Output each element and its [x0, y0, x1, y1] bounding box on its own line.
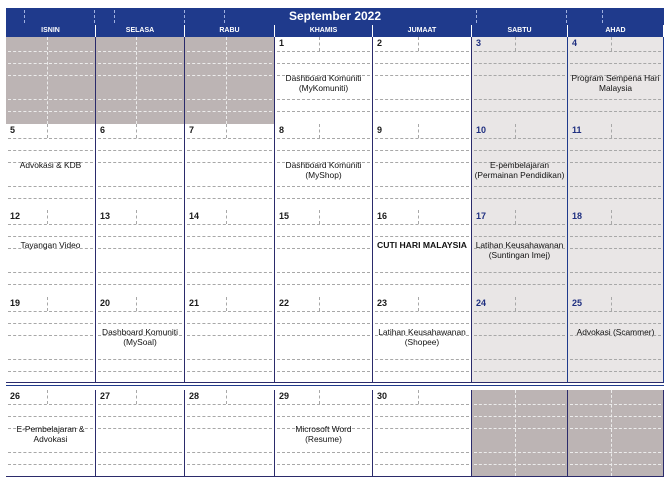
cell-guide-line [277, 248, 370, 249]
day-cell [275, 37, 373, 125]
event-label: E-Pembelajaran & Advokasi [16, 424, 85, 444]
cell-guide-line [474, 236, 565, 237]
cell-guide-divider [515, 37, 516, 51]
cell-guide-divider [136, 390, 137, 404]
cell-guide-line [187, 236, 272, 237]
day-number: 26 [10, 391, 21, 401]
cell-guide-line [277, 63, 370, 64]
cell-guide-line [187, 150, 272, 151]
cell-guide-divider [319, 390, 320, 404]
event-label: E-pembelajaran (Permainan Pendidikan) [474, 160, 565, 180]
cell-guide-line [8, 335, 93, 336]
cell-guide-line [8, 272, 93, 273]
cell-guide-line [187, 335, 272, 336]
cell-guide-line [277, 224, 370, 225]
cell-guide-line [375, 51, 469, 52]
cell-guide-divider [136, 124, 137, 138]
cell-guide-line [98, 416, 182, 417]
day-cell [568, 210, 664, 298]
day-number: 30 [377, 391, 388, 401]
cell-guide-line [8, 224, 93, 225]
title-divider [24, 10, 25, 23]
weekday-header: JUMAAT [373, 25, 472, 37]
cell-guide-line [375, 464, 469, 465]
calendar-title: September 2022 [288, 9, 382, 23]
cell-guide-line [570, 138, 661, 139]
day-cell [373, 37, 472, 125]
cell-guide-line [570, 63, 661, 64]
cell-guide-line [375, 416, 469, 417]
cell-guide-line [277, 464, 370, 465]
event-label: Microsoft Word (Resume) [295, 424, 352, 444]
cell-guide-divider [226, 124, 227, 138]
cell-guide-line [375, 311, 469, 312]
day-number: 23 [377, 298, 388, 308]
cell-guide-line [277, 416, 370, 417]
day-cell [6, 124, 96, 211]
weekday-header: ISNIN [6, 25, 96, 37]
cell-guide-line [570, 284, 661, 285]
cell-guide-line [474, 51, 565, 52]
day-cell [568, 124, 664, 211]
cell-guide-line [8, 63, 93, 64]
cell-guide-line [98, 138, 182, 139]
cell-guide-line [474, 323, 565, 324]
event-label: Latihan Keusahawanan (Shopee) [378, 327, 466, 347]
day-number: 15 [279, 211, 290, 221]
day-number: 19 [10, 298, 21, 308]
cell-guide-line [570, 236, 661, 237]
cell-guide-line [474, 75, 565, 76]
day-number: 7 [189, 125, 195, 135]
cell-guide-line [98, 248, 182, 249]
cell-guide-line [187, 416, 272, 417]
cell-guide-divider [515, 124, 516, 138]
cell-guide-divider [515, 210, 516, 224]
week-separator [6, 385, 664, 389]
cell-guide-line [187, 111, 272, 112]
cell-guide-line [98, 51, 182, 52]
cell-guide-line [8, 111, 93, 112]
cell-guide-divider [226, 210, 227, 224]
empty-day-cell [472, 390, 568, 477]
day-number: 28 [189, 391, 200, 401]
cell-guide-line [8, 51, 93, 52]
day-number: 22 [279, 298, 290, 308]
cell-guide-divider [418, 390, 419, 404]
cell-guide-line [277, 284, 370, 285]
cell-guide-line [98, 464, 182, 465]
cell-guide-line [8, 138, 93, 139]
day-cell [472, 124, 568, 211]
empty-day-cell [568, 390, 664, 477]
cell-guide-line [277, 111, 370, 112]
day-number: 6 [100, 125, 106, 135]
cell-guide-line [375, 186, 469, 187]
cell-guide-divider [611, 124, 612, 138]
cell-guide-line [474, 311, 565, 312]
day-number: 16 [377, 211, 388, 221]
cell-guide-line [375, 323, 469, 324]
day-number: 17 [476, 211, 487, 221]
cell-guide-divider [136, 37, 137, 124]
cell-guide-line [570, 224, 661, 225]
cell-guide-line [277, 150, 370, 151]
day-number: 25 [572, 298, 583, 308]
cell-guide-divider [319, 37, 320, 51]
day-number: 24 [476, 298, 487, 308]
cell-guide-divider [418, 210, 419, 224]
cell-guide-line [187, 311, 272, 312]
cell-guide-line [277, 51, 370, 52]
cell-guide-line [187, 99, 272, 100]
day-number: 13 [100, 211, 111, 221]
weekday-header: KHAMIS [275, 25, 373, 37]
cell-guide-line [187, 404, 272, 405]
cell-guide-line [8, 464, 93, 465]
day-cell [568, 37, 664, 125]
event-label: Tayangan Video [20, 240, 81, 250]
cell-guide-line [474, 63, 565, 64]
cell-guide-line [98, 272, 182, 273]
cell-guide-divider [418, 124, 419, 138]
cell-guide-line [570, 99, 661, 100]
cell-guide-divider [319, 124, 320, 138]
cell-guide-line [570, 464, 661, 465]
cell-guide-divider [418, 37, 419, 51]
day-cell [185, 124, 275, 211]
cell-guide-divider [418, 297, 419, 311]
cell-guide-line [474, 464, 565, 465]
cell-guide-line [277, 323, 370, 324]
day-cell [96, 390, 185, 477]
cell-guide-line [98, 224, 182, 225]
cell-guide-divider [47, 390, 48, 404]
cell-guide-line [277, 236, 370, 237]
cell-guide-line [474, 150, 565, 151]
day-cell [373, 210, 472, 298]
cell-guide-line [8, 452, 93, 453]
cell-guide-line [570, 416, 661, 417]
cell-guide-line [474, 186, 565, 187]
day-cell [185, 297, 275, 383]
cell-guide-line [277, 198, 370, 199]
day-number: 5 [10, 125, 16, 135]
cell-guide-divider [226, 37, 227, 124]
cell-guide-line [8, 198, 93, 199]
cell-guide-line [375, 111, 469, 112]
cell-guide-line [8, 150, 93, 151]
cell-guide-line [187, 51, 272, 52]
cell-guide-line [187, 162, 272, 163]
day-cell [275, 124, 373, 211]
cell-guide-line [187, 428, 272, 429]
cell-guide-line [277, 371, 370, 372]
cell-guide-line [98, 75, 182, 76]
cell-guide-line [8, 75, 93, 76]
cell-guide-line [98, 404, 182, 405]
cell-guide-line [187, 323, 272, 324]
cell-guide-line [570, 150, 661, 151]
cell-guide-line [570, 371, 661, 372]
cell-guide-line [98, 111, 182, 112]
cell-guide-line [98, 428, 182, 429]
cell-guide-line [474, 452, 565, 453]
day-number: 10 [476, 125, 487, 135]
cell-guide-divider [611, 297, 612, 311]
weekday-header: SABTU [472, 25, 568, 37]
day-cell [275, 390, 373, 477]
day-cell [185, 390, 275, 477]
empty-day-cell [6, 37, 96, 125]
day-number: 9 [377, 125, 383, 135]
cell-guide-line [187, 284, 272, 285]
cell-guide-line [98, 150, 182, 151]
day-number: 29 [279, 391, 290, 401]
cell-guide-line [474, 198, 565, 199]
day-cell [472, 37, 568, 125]
cell-guide-line [98, 323, 182, 324]
cell-guide-line [8, 359, 93, 360]
event-label: Dashboard Komuniti (MyKomuniti) [285, 73, 362, 93]
cell-guide-divider [47, 124, 48, 138]
cell-guide-line [375, 63, 469, 64]
cell-guide-line [570, 323, 661, 324]
calendar-title-bar [6, 8, 664, 25]
cell-guide-divider [611, 210, 612, 224]
cell-guide-line [375, 236, 469, 237]
cell-guide-divider [47, 210, 48, 224]
day-number: 11 [572, 125, 582, 135]
title-divider [184, 10, 185, 23]
cell-guide-line [98, 452, 182, 453]
cell-guide-line [375, 371, 469, 372]
cell-guide-divider [611, 390, 612, 476]
day-number: 27 [100, 391, 111, 401]
cell-guide-line [375, 75, 469, 76]
cell-guide-divider [136, 297, 137, 311]
cell-guide-line [570, 272, 661, 273]
cell-guide-line [187, 198, 272, 199]
cell-guide-line [375, 198, 469, 199]
cell-guide-line [98, 311, 182, 312]
cell-guide-line [187, 75, 272, 76]
cell-guide-line [474, 272, 565, 273]
day-cell [185, 210, 275, 298]
cell-guide-line [277, 359, 370, 360]
day-number: 20 [100, 298, 111, 308]
cell-guide-divider [515, 297, 516, 311]
event-label: Advokasi (Scammer) [576, 327, 655, 337]
cell-guide-divider [226, 390, 227, 404]
cell-guide-line [570, 111, 661, 112]
title-divider [566, 10, 567, 23]
cell-guide-line [187, 371, 272, 372]
cell-guide-line [375, 428, 469, 429]
cell-guide-line [570, 51, 661, 52]
cell-guide-divider [515, 390, 516, 476]
title-divider [224, 10, 225, 23]
cell-guide-line [375, 284, 469, 285]
cell-guide-line [8, 236, 93, 237]
event-label: Advokasi & KDB [19, 160, 82, 170]
cell-guide-line [8, 99, 93, 100]
day-cell [96, 297, 185, 383]
cell-guide-line [277, 404, 370, 405]
cell-guide-line [187, 63, 272, 64]
day-cell [275, 210, 373, 298]
cell-guide-line [474, 371, 565, 372]
day-cell [373, 124, 472, 211]
cell-guide-divider [611, 37, 612, 51]
cell-guide-line [474, 416, 565, 417]
title-divider [94, 10, 95, 23]
cell-guide-line [8, 186, 93, 187]
cell-guide-line [474, 359, 565, 360]
day-cell [373, 390, 472, 477]
day-cell [6, 297, 96, 383]
cell-guide-line [187, 248, 272, 249]
cell-guide-line [98, 371, 182, 372]
cell-guide-line [375, 359, 469, 360]
cell-guide-line [187, 138, 272, 139]
cell-guide-line [570, 311, 661, 312]
title-divider [476, 10, 477, 23]
day-number: 3 [476, 38, 482, 48]
cell-guide-line [375, 404, 469, 405]
cell-guide-line [474, 404, 565, 405]
cell-guide-line [8, 311, 93, 312]
cell-guide-line [570, 186, 661, 187]
cell-guide-line [98, 162, 182, 163]
day-cell [6, 210, 96, 298]
cell-guide-line [375, 150, 469, 151]
cell-guide-line [98, 198, 182, 199]
weekday-header: AHAD [568, 25, 664, 37]
cell-guide-line [375, 224, 469, 225]
cell-guide-line [98, 284, 182, 285]
empty-day-cell [96, 37, 185, 125]
day-cell [568, 297, 664, 383]
day-cell [472, 210, 568, 298]
cell-guide-line [570, 404, 661, 405]
cell-guide-line [474, 111, 565, 112]
event-label: Program Sempena Hari Malaysia [571, 73, 660, 93]
event-label: Dashboard Komuniti (MySoal) [102, 327, 178, 347]
day-number: 21 [189, 298, 200, 308]
cell-guide-line [8, 416, 93, 417]
cell-guide-line [187, 452, 272, 453]
cell-guide-line [277, 452, 370, 453]
cell-guide-line [375, 162, 469, 163]
cell-guide-line [570, 452, 661, 453]
cell-guide-line [187, 272, 272, 273]
cell-guide-line [98, 63, 182, 64]
day-cell [96, 124, 185, 211]
cell-guide-line [8, 284, 93, 285]
day-number: 18 [572, 211, 583, 221]
day-cell [6, 390, 96, 477]
cell-guide-line [570, 428, 661, 429]
event-label: Latihan Keusahawanan (Suntingan Imej) [475, 240, 564, 260]
cell-guide-line [187, 186, 272, 187]
cell-guide-line [375, 272, 469, 273]
cell-guide-line [570, 162, 661, 163]
cell-guide-line [187, 464, 272, 465]
event-label: Dashboard Komuniti (MyShop) [285, 160, 362, 180]
day-cell [373, 297, 472, 383]
title-divider [602, 10, 603, 23]
cell-guide-line [375, 452, 469, 453]
cell-guide-divider [47, 37, 48, 124]
cell-guide-line [474, 138, 565, 139]
cell-guide-line [570, 198, 661, 199]
cell-guide-line [570, 359, 661, 360]
cell-guide-line [375, 138, 469, 139]
cell-guide-line [187, 359, 272, 360]
cell-guide-line [277, 99, 370, 100]
day-number: 12 [10, 211, 21, 221]
cell-guide-line [277, 311, 370, 312]
cell-guide-line [474, 335, 565, 336]
day-cell [472, 297, 568, 383]
cell-guide-line [8, 371, 93, 372]
cell-guide-divider [136, 210, 137, 224]
cell-guide-line [98, 359, 182, 360]
cell-guide-line [474, 284, 565, 285]
cell-guide-divider [47, 297, 48, 311]
day-number: 4 [572, 38, 578, 48]
day-cell [275, 297, 373, 383]
cell-guide-line [277, 272, 370, 273]
cell-guide-line [474, 224, 565, 225]
day-number: 8 [279, 125, 285, 135]
cell-guide-line [8, 323, 93, 324]
cell-guide-line [187, 224, 272, 225]
event-label: CUTI HARI MALAYSIA [375, 240, 469, 250]
weekday-header: RABU [185, 25, 275, 37]
empty-day-cell [185, 37, 275, 125]
cell-guide-line [277, 186, 370, 187]
title-divider [114, 10, 115, 23]
cell-guide-divider [319, 297, 320, 311]
cell-guide-line [570, 248, 661, 249]
day-number: 14 [189, 211, 200, 221]
cell-guide-line [375, 99, 469, 100]
cell-guide-line [98, 236, 182, 237]
day-number: 2 [377, 38, 383, 48]
cell-guide-divider [226, 297, 227, 311]
cell-guide-line [277, 335, 370, 336]
cell-guide-line [98, 186, 182, 187]
weekday-header: SELASA [96, 25, 185, 37]
cell-guide-line [277, 138, 370, 139]
cell-guide-line [474, 99, 565, 100]
cell-guide-line [98, 99, 182, 100]
day-number: 1 [279, 38, 285, 48]
cell-guide-line [474, 428, 565, 429]
day-cell [96, 210, 185, 298]
cell-guide-line [8, 404, 93, 405]
cell-guide-divider [319, 210, 320, 224]
